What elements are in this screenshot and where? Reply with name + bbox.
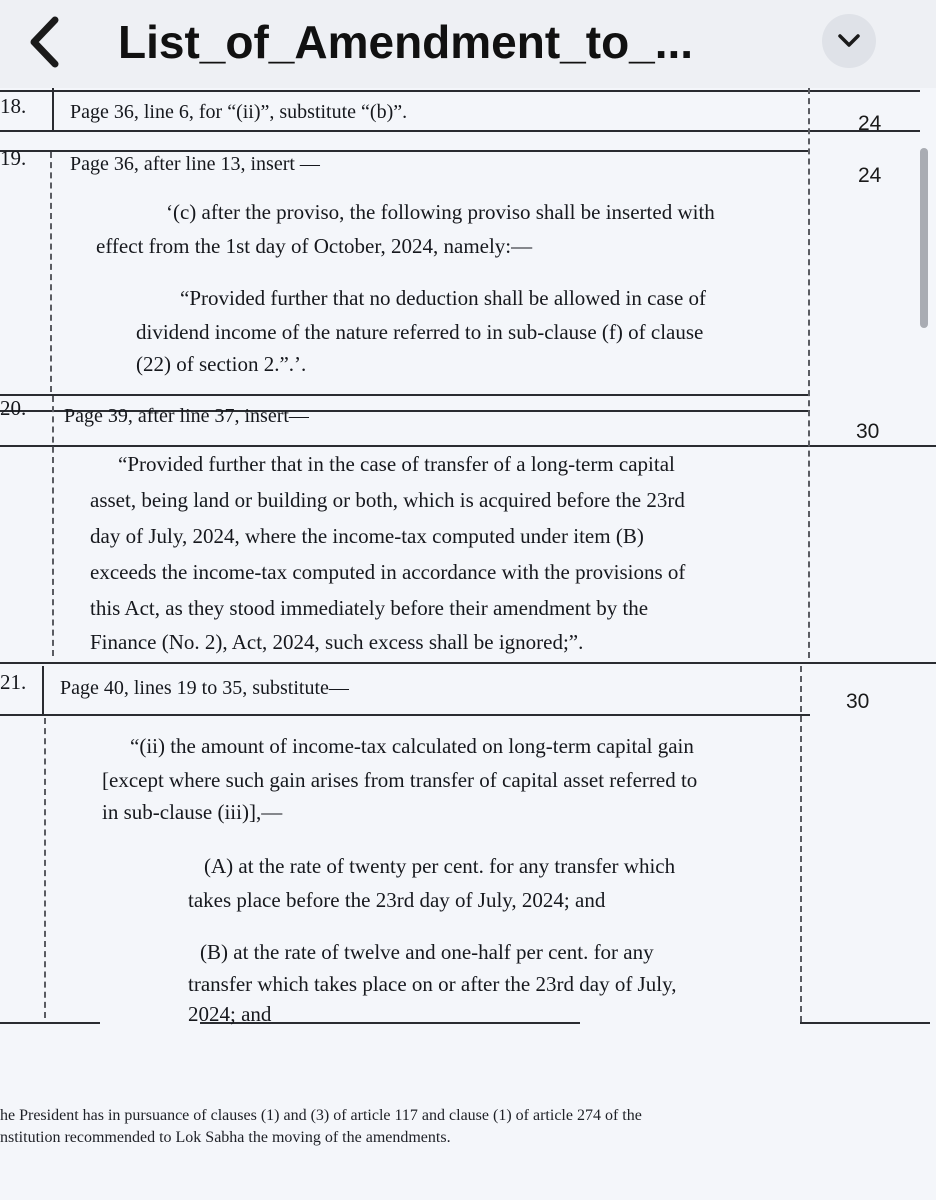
rule-line — [808, 88, 810, 658]
body-line: in sub-clause (iii)],— — [102, 800, 283, 824]
body-line: exceeds the income-tax computed in accordance with the provisions of — [90, 560, 686, 584]
rule-line — [800, 666, 802, 1022]
page-reference: 30 — [846, 690, 870, 713]
rule-line — [0, 90, 920, 92]
body-line: 2024; and — [188, 1002, 272, 1026]
body-line: dividend income of the nature referred to in sub-clause (f) of clause — [136, 320, 704, 344]
document-page[interactable] — [0, 88, 936, 1200]
page-reference: 24 — [858, 164, 882, 187]
rule-line — [52, 88, 54, 132]
footnote-line: he President has in pursuance of clauses (1) and (3) of article 117 and clause (1) of article 274 of the — [0, 1107, 642, 1124]
chevron-left-icon — [27, 15, 61, 69]
body-line: day of July, 2024, where the income-tax computed under item (B) — [90, 524, 644, 548]
body-line: “Provided further that no deduction shall be allowed in case of — [180, 286, 707, 310]
item-heading: Page 36, after line 13, insert — — [70, 153, 320, 175]
body-line: takes place before the 23rd day of July, 2024; and — [188, 888, 606, 912]
top-bar — [0, 0, 936, 89]
document-menu-button[interactable] — [822, 14, 876, 68]
rule-line — [0, 1022, 100, 1024]
item-number: 18. — [0, 94, 27, 118]
back-button[interactable] — [14, 10, 74, 74]
body-line: “Provided further that in the case of transfer of a long-term capital — [118, 452, 675, 476]
item-number: 19. — [0, 146, 27, 170]
body-line: effect from the 1st day of October, 2024, namely:— — [96, 234, 533, 258]
body-line: (B) at the rate of twelve and one-half per cent. for any — [200, 940, 654, 964]
rule-line — [50, 152, 52, 392]
rule-line — [0, 714, 810, 716]
rule-line — [0, 394, 810, 396]
body-line: (A) at the rate of twenty per cent. for any transfer which — [204, 854, 676, 878]
body-line: [except where such gain arises from transfer of capital asset referred to — [102, 768, 698, 792]
rule-line — [52, 396, 54, 656]
body-line: transfer which takes place on or after the 23rd day of July, — [188, 972, 677, 996]
item-heading: Page 36, line 6, for “(ii)”, substitute “(b)”. — [70, 101, 408, 123]
item-number: 20. — [0, 396, 27, 420]
chevron-down-icon — [837, 33, 861, 49]
page-reference: 24 — [858, 112, 882, 135]
rule-line — [800, 1022, 930, 1024]
body-line: asset, being land or building or both, which is acquired before the 23rd — [90, 488, 685, 512]
document-title: List_of_Amendment_to_... — [118, 16, 694, 68]
item-number: 21. — [0, 670, 27, 694]
body-line: Finance (No. 2), Act, 2024, such excess shall be ignored;”. — [90, 630, 584, 654]
item-heading: Page 39, after line 37, insert— — [64, 405, 309, 427]
page-reference: 30 — [856, 420, 880, 443]
item-heading: Page 40, lines 19 to 35, substitute— — [60, 677, 349, 699]
footnote-line: nstitution recommended to Lok Sabha the moving of the amendments. — [0, 1129, 451, 1146]
rule-line — [42, 666, 44, 714]
rule-line — [0, 662, 936, 664]
body-line: (22) of section 2.”.’. — [136, 352, 307, 376]
scrollbar[interactable] — [920, 148, 928, 328]
rule-line — [0, 130, 920, 132]
rule-line — [0, 445, 936, 447]
body-line: “(ii) the amount of income-tax calculated on long-term capital gain — [130, 734, 694, 758]
rule-line — [44, 718, 46, 1018]
body-line: this Act, as they stood immediately before their amendment by the — [90, 596, 649, 620]
body-line: ‘(c) after the proviso, the following proviso shall be inserted with — [166, 200, 715, 224]
